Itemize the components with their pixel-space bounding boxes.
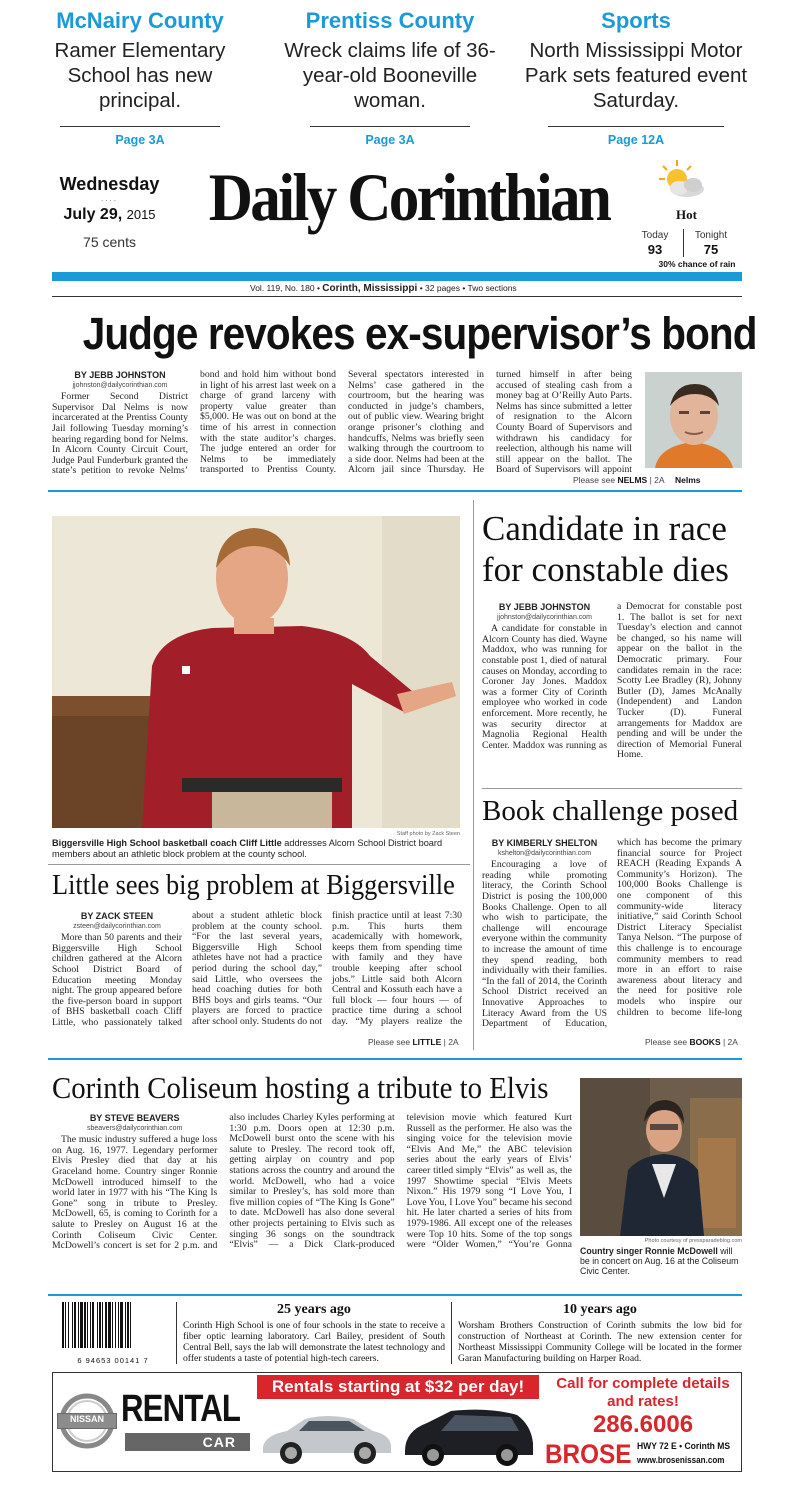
jump-word: BOOKS (689, 1037, 721, 1047)
weather-tonight-label: Tonight (694, 230, 728, 241)
teaser-section: Sports (601, 8, 671, 33)
ad-address: HWY 72 E • Corinth MS (637, 1441, 731, 1452)
masthead-dots: .... (101, 194, 118, 203)
masthead-title: Daily Corinthian (208, 159, 610, 235)
barcode-bar (72, 1302, 73, 1348)
barcode-bar (90, 1302, 91, 1348)
barcode-bars (58, 1302, 168, 1352)
ad-car: CAR (125, 1433, 250, 1451)
brose-nissan-ad[interactable] (52, 1372, 742, 1472)
caption-bold: Biggersville High School basketball coach Cliff Little (52, 838, 282, 848)
books-body (482, 838, 742, 1033)
divider (48, 1058, 742, 1060)
biggersville-headline[interactable]: Little sees big problem at Biggersville (52, 870, 455, 901)
divider (52, 296, 742, 297)
jump-prefix: Please see (368, 1037, 411, 1047)
books-text: Encouraging a love of reading while promoting literacy, the Corinth School District is posing the 100,000 Books Challenge. Open to all who wish to participate, the challenge will encourage everyone within the community to increase the amount of time they spend reading, both individually with their families. “In the fall of 2014, the Corinth School District received an Innovative Approaches to Literacy Award from the US Department of Education, which has become the primary financial source for Project REACH (Reading Expands A Community’s Horizon). The 100,000 Books Challenge is one component of this community-wide literacy initiative,” said Corinth School District Literacy Specialist Tanya Nelson. “The purpose of this challenge is to encourage community members to read more in an effort to raise awareness about literacy and the need for positive role models who inspire our children to become life-long (482, 838, 742, 1030)
masthead-bar (52, 272, 742, 281)
barcode-bar (108, 1302, 111, 1348)
ago10-text: Worsham Brothers Construction of Corinth submits the low bid for construction of Northeast at Corinth. The new extension center for Northeast Mississippi Community College will be located in the former Garan Manufacturing building on Harper Road. (458, 1320, 742, 1364)
masthead-price: 75 cents (83, 234, 136, 250)
books-jump-link[interactable] (645, 1037, 738, 1047)
issue-city: Corinth, Mississippi (322, 283, 418, 294)
barcode-bar (125, 1302, 126, 1348)
barcode-bar (84, 1302, 86, 1348)
divider (310, 126, 470, 127)
jump-page: | 2A (443, 1037, 459, 1047)
divider (548, 126, 724, 127)
lead-email: jjohnston@dailycorinthian.com (72, 381, 168, 389)
jump-page: | 2A (649, 475, 665, 485)
biggersville-byline: BY ZACK STEEN (80, 911, 154, 921)
ago25-title: 25 years ago (277, 1302, 351, 1317)
jump-word: NELMS (617, 475, 648, 485)
caption-rest: addresses Alcorn School District board members about an athletic block problem at the county school. (52, 838, 443, 859)
barcode-digits: 6 94653 00141 7 (77, 1356, 149, 1365)
issue-info (250, 283, 517, 294)
ad-website[interactable]: www.brosenissan.com (637, 1455, 725, 1465)
divider (482, 788, 742, 789)
lead-body (52, 370, 632, 482)
nissan-logo (57, 1391, 117, 1451)
mcdowell-photo-credit: Photo courtesy of pressparadeblog.com (644, 1238, 742, 1244)
issue-volume: Vol. 119, No. 180 • (250, 283, 320, 293)
jump-prefix: Please see (573, 475, 616, 485)
teaser-page-link[interactable]: Page 3A (115, 133, 165, 147)
weather-today-label: Today (641, 230, 669, 241)
jump-page: | 2A (722, 1037, 738, 1047)
ad-call-text (545, 1375, 741, 1411)
teaser-sports[interactable] (518, 8, 754, 147)
silver-sedan-image (257, 1401, 397, 1471)
biggersville-text: More than 50 parents and their Biggersville High School children gathered at the Alcorn School District Board of Education meeting Monday night. The group appeared before the five-person board in support of BHS basketball coach Cliff Little, who passionately talked about a student athletic block problem at the county school. “For the last several years, Biggersville High School athletes have not had a practice period during the school day,” said Little, who oversees the head coaching duties for both BHS boys and girls teams. “Our players are forced to practice after school only. Students do not finish practice until at least 7:30 p.m. This hurts them academically with homework, keeps them from spending time with family and they have trouble keeping after school jobs.” Little said both Alcorn Central and Kossuth each have a full block — four hours — of practice time during a school day. “My players realize the (52, 911, 462, 1028)
ad-dealer: BROSE (545, 1439, 632, 1469)
books-email: kshelton@dailycorinthian.com (497, 849, 592, 857)
weather-tonight-temp: 75 (703, 242, 719, 257)
coach-photo-credit: Staff photo by Zack Steen (396, 831, 460, 837)
masthead-day: Wednesday (59, 174, 160, 194)
elvis-body (52, 1113, 572, 1258)
masthead-year: 2015 (126, 207, 156, 222)
barcode-bar (115, 1302, 116, 1348)
teaser-text: Wreck claims life of 36-year-old Booneville woman. (284, 39, 496, 112)
ago25-text: Corinth High School is one of four schools in the state to receive a fiber optic learning laboratory. Carl Bailey, president of South Central Bell, says the lab will demonstrate the latest technology and offer students a taste of potential high-tech careers. (183, 1320, 445, 1364)
lead-byline: BY JEBB JOHNSTON (74, 370, 166, 380)
constable-text: A candidate for constable in Alcorn County has died. Wayne Maddox, who was running for constable post 1, died of natural causes on Monday, according to Coroner Jay Jones. Maddox was a former City of Corinth employee who worked in code enforcement. More recently, he was security director at Magnolia Regional Health Center. Maddox was running as a Democrat for constable post 1. The ballot is set for next Tuesday’s election and cannot be changed, so his name will appear on the ballot in the Democratic primary. Four candidates remain in the race: Scotty Lee Bradley (R), Johnny Butler (D), James McAnally (Independent) and Landon Tucker (D). Funeral arrangements for Maddox are pending and will be under the direction of Memorial Funeral Home. (482, 602, 742, 761)
issue-pages: • 32 pages • Two sections (419, 283, 517, 293)
mugshot-caption: Nelms (675, 475, 701, 485)
teaser-text: North Mississippi Motor Park sets featured event Saturday. (524, 39, 748, 112)
barcode-bar (130, 1302, 131, 1348)
teaser-page-link[interactable]: Page 12A (607, 133, 665, 147)
constable-headline-line2: for constable dies (482, 550, 729, 589)
jump-prefix: Please see (645, 1037, 688, 1047)
barcode-bar (112, 1302, 113, 1348)
barcode-bar (97, 1302, 98, 1348)
teaser-text: Ramer Elementary School has new principal. (54, 39, 226, 112)
mcdowell-photo-caption (580, 1246, 742, 1276)
barcode-bar (102, 1302, 103, 1348)
books-byline: BY KIMBERLY SHELTON (491, 838, 598, 848)
coach-photo-caption (52, 838, 462, 859)
elvis-headline[interactable]: Corinth Coliseum hosting a tribute to Elvis (52, 1070, 549, 1105)
ad-call-line1: Call for complete details (556, 1375, 730, 1392)
weather-condition: Hot (676, 207, 697, 222)
barcode-bar (87, 1302, 88, 1348)
nelms-mugshot (645, 372, 742, 468)
elvis-byline: BY STEVE BEAVERS (89, 1113, 180, 1123)
barcode-bar (120, 1302, 123, 1348)
masthead-date-block (52, 174, 167, 250)
coach-photo (52, 516, 460, 828)
biggersville-body (52, 911, 462, 1033)
caption-rest: will be in concert on Aug. 16 at the Coliseum Civic Center. (580, 1246, 739, 1276)
constable-body (482, 602, 742, 772)
teaser-prentiss[interactable] (280, 8, 500, 147)
partly-sunny-icon (655, 158, 707, 200)
ad-phone[interactable]: 286.6006 (592, 1411, 694, 1438)
barcode (58, 1302, 168, 1365)
ad-rental: RENTAL (121, 1388, 241, 1430)
divider (451, 1302, 452, 1364)
constable-email: jjohnston@dailycorinthian.com (496, 613, 593, 621)
constable-byline: BY JEBB JOHNSTON (498, 602, 591, 612)
elvis-text: The music industry suffered a huge loss on Aug. 16, 1977. Legendary performer Elvis Presley died that day at his Graceland home. Country singer Ronnie McDowell introduced himself to the world later in 1977 with his “The King Is Gone” song in tribute to Presley. McDowell, 65, is coming to Corinth for a salute to Presley on August 16 at the Corinth Coliseum Civic Center. McDowell’s concert is set for 2 p.m. and also includes Charley Kyles performing at 1:30 p.m. Doors open at 12:30 p.m. McDowell burst onto the scene with his salute to Presley. The record took off, getting airplay on country and pop stations across the country and around the world. McDowell, who had a voice similar to Presley’s, has sold more than five million copies of “The King Is Gone” to date. McDowell has also done several other projects pertaining to Elvis such as singing 36 songs on the soundtrack “Elvis” — a Dick Clark-produced television movie which featured Kurt Russell as the performer. He also was the singing voice for the television movie “Elvis And Me,” the ABC television series about the early years of Elvis’ career titled simply “Elvis” as well as, the 1997 Showtime special “Elvis Meets Nixon.” His 1979 song “I Love You, I Love You, I Love You” became his second hit. He later charted a series of hits from 1979-1986. All except one of the releases were Top 10 hits. Some of the top songs were “Older Women,” “You’re Gonna (52, 1113, 572, 1252)
lead-headline[interactable]: Judge revokes ex-supervisor’s bond (82, 308, 757, 359)
caption-bold: Country singer Ronnie McDowell (580, 1246, 718, 1256)
mcdowell-photo (580, 1078, 742, 1236)
constable-headline[interactable] (482, 508, 729, 590)
divider (48, 864, 470, 865)
twenty-five-years-ago (183, 1302, 445, 1364)
barcode-bar (105, 1302, 107, 1348)
divider (60, 126, 220, 127)
divider (176, 1302, 177, 1364)
barcode-bar (62, 1302, 64, 1348)
ten-years-ago (458, 1302, 742, 1364)
divider (683, 229, 684, 257)
lead-text: Former Second District Supervisor Dal Nelms is now incarcerated at the Prentiss County Jail following Tuesday morning’s hearing regarding bond for Nelms. In Alcorn County Circuit Court, Judge Paul Funderburk granted the state’s petition to revoke Nelms’ bond and hold him without bond in light of his arrest last week on a charge of grand larceny with property value greater than $5,000. He was out on bond at the time of his arrest in connection with the state auditor’s charges. The judge entered an order for Nelms to be immediately transported to Prentiss County. Several spectators interested in Nelms’ case gathered in the courtroom, but the hearing was conducted in judge’s chambers, out of public view. Wearing bright orange prisoner’s clothing and handcuffs, Nelms was briefly seen walking through the courtroom to a side door. Nelms had been at the Alcorn jail since Thursday. He turned himself in after being accused of stealing cash from a money bag at O’Reilly Auto Parts. Nelms has since submitted a letter of resignation to the Alcorn County Board of Supervisors and withdrawn his candidacy for reelection, although his name will still appear on the ballot. The Board of Supervisors will appoint (52, 370, 632, 477)
jump-word: LITTLE (412, 1037, 442, 1047)
teaser-section: Prentiss County (305, 8, 475, 33)
weather-rain-chance: 30% chance of rain (658, 259, 736, 269)
black-minivan-image (399, 1401, 539, 1471)
nissan-wordmark: NISSAN (69, 1414, 104, 1424)
barcode-bar (78, 1302, 79, 1348)
barcode-bar (118, 1302, 119, 1348)
biggersville-email: zsteen@dailycorinthian.com (73, 922, 161, 930)
teaser-mcnairy[interactable] (30, 8, 250, 147)
elvis-email: sbeavers@dailycorinthian.com (86, 1124, 183, 1132)
barcode-bar (92, 1302, 94, 1348)
divider (48, 1294, 742, 1296)
ad-banner: Rentals starting at $32 per day! (257, 1375, 539, 1399)
teaser-page-link[interactable]: Page 3A (365, 133, 415, 147)
books-headline[interactable]: Book challenge posed (482, 795, 739, 827)
barcode-bar (99, 1302, 101, 1348)
barcode-bar (74, 1302, 76, 1348)
barcode-bar (68, 1302, 69, 1348)
divider (48, 490, 742, 492)
barcode-bar (65, 1302, 66, 1348)
weather-today-temp: 93 (647, 242, 663, 257)
constable-headline-line1: Candidate in race (482, 509, 727, 548)
barcode-bar (127, 1302, 129, 1348)
teaser-section: McNairy County (56, 8, 224, 33)
barcode-bar (80, 1302, 83, 1348)
divider (473, 500, 474, 1050)
biggersville-jump-link[interactable] (368, 1037, 459, 1047)
masthead-date: July 29, (63, 206, 123, 223)
ago10-title: 10 years ago (563, 1302, 637, 1317)
ad-call-line2: and rates! (607, 1393, 679, 1410)
lead-jump-link[interactable] (573, 475, 665, 485)
